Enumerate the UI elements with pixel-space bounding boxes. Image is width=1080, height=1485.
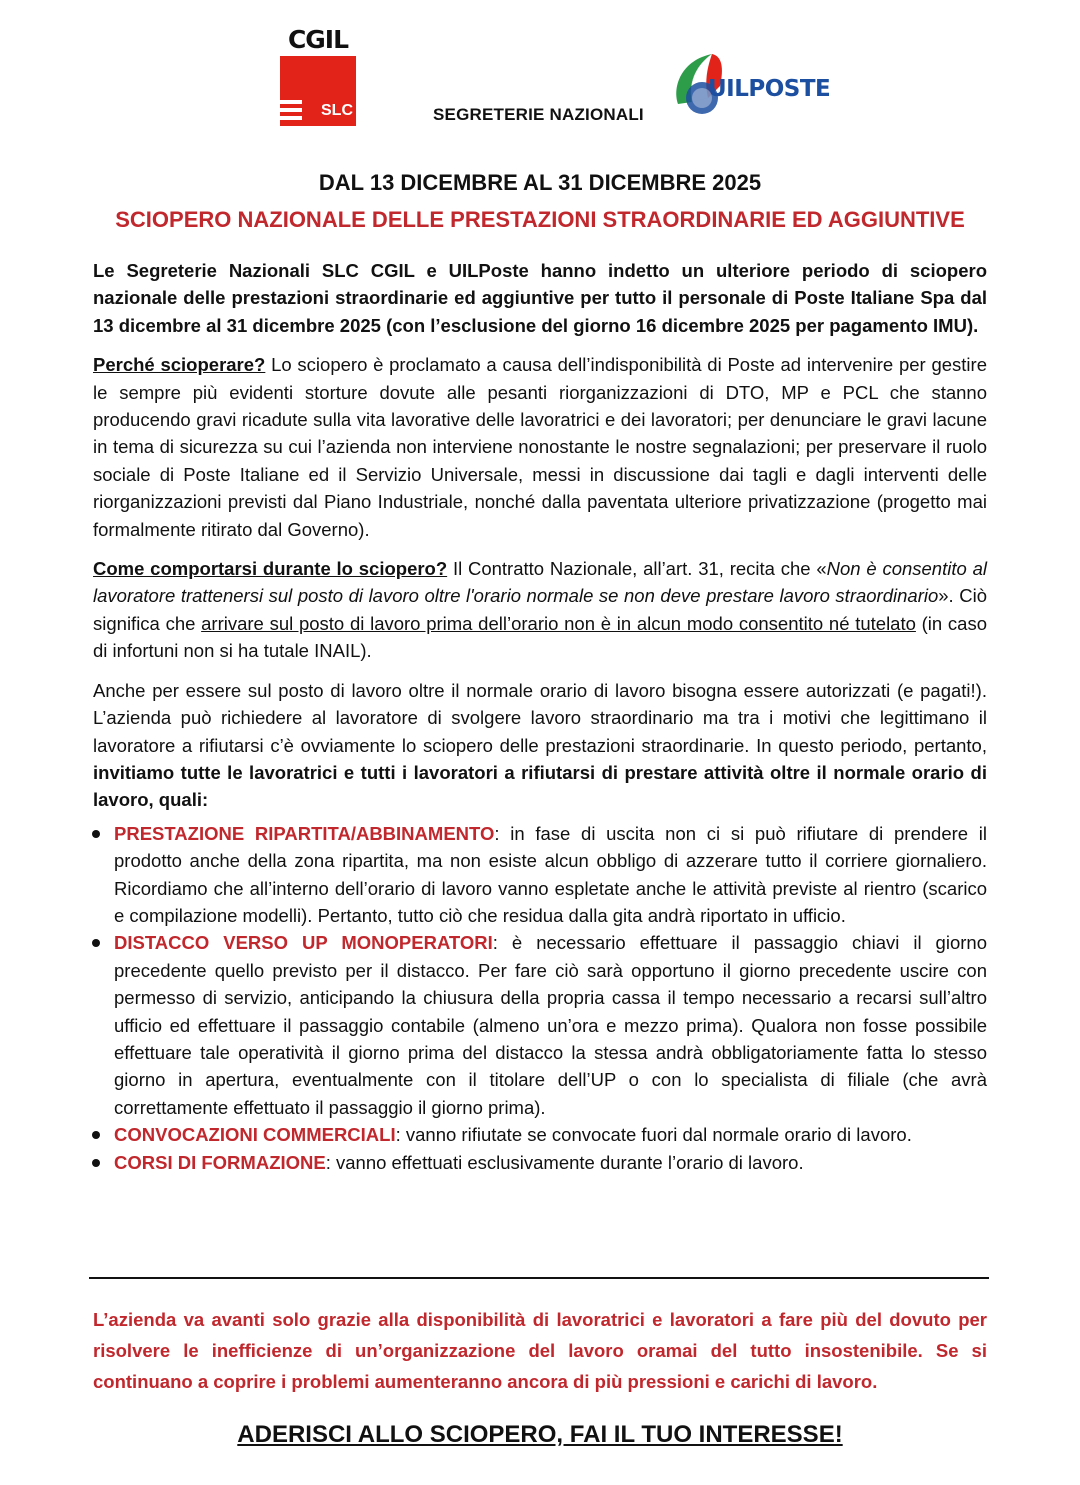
list-item bbox=[93, 820, 987, 930]
how-text-part3: (in caso di infortuni non si ha tutale INAIL). bbox=[93, 612, 988, 662]
not-allowed-underlined: arrivare sul posto di lavoro prima dell’orario non è in alcun modo consentito né tutelato bbox=[201, 612, 916, 634]
overtime-text: Anche per essere sul posto di lavoro oltre il normale orario di lavoro bisogna essere autorizzati (e pagati!). L’azienda può richiedere al lavoratore di svolgere lavoro straordinario ma tra i motivi che legittimano il lavoratore a rifiutarsi c’è ovviamente lo sciopero delle prestazioni straordinarie. In questo periodo, pertanto, bbox=[93, 679, 987, 756]
bullet-text: : è necessario effettuare il passaggio chiavi il giorno precedente quello previsto per il distacco. Per fare ciò sarà opportuno il giorno precedente uscire con permesso di servizio, anticipando la chiusura della propria cassa il tempo necessario a recarsi sull’altro ufficio ed effettuare il passaggio contabile (almeno un’ora e mezzo prima). Qualora non fosse possibile effettuare tale operatività il giorno prima del distacco la stessa andrà obbligatoriamente fatta lo stesso giorno in apertura, eventualmente con il titolare dell’UP o con lo specialista di filiale (che avrà correttamente effettuato il passaggio il giorno prima). bbox=[114, 932, 987, 1118]
strike-subject-heading: SCIOPERO NAZIONALE DELLE PRESTAZIONI STRAORDINARIE ED AGGIUNTIVE bbox=[115, 207, 965, 232]
bullet-label: CONVOCAZIONI COMMERCIALI bbox=[114, 1124, 396, 1146]
bullet-icon bbox=[92, 1131, 100, 1139]
why-strike-heading: Perché scioperare? bbox=[93, 354, 266, 376]
bullet-icon bbox=[92, 939, 100, 947]
bullet-text: : in fase di uscita non ci si può rifiutare di prendere il prodotto anche della zona ripartita, ma non esiste alcun obbligo di azzerare tutto il corriere giornaliero. Ricordiamo che all’interno dell’orario di lavoro vanno espletate anche le attività previste al rientro (scarico e compilazione modelli). Pertanto, tutto ciò che residua dalla gita andrà riportato in ufficio. bbox=[114, 822, 987, 926]
how-to-behave-heading: Come comportarsi durante lo sciopero? bbox=[93, 558, 448, 580]
activities-list bbox=[93, 820, 987, 1176]
bullet-label: CORSI DI FORMAZIONE bbox=[114, 1151, 326, 1173]
slc-logo-text: SLC bbox=[321, 102, 353, 119]
flyer-body bbox=[93, 257, 987, 1176]
cgil-slc-logo bbox=[280, 26, 356, 126]
closing-paragraph: L’azienda va avanti solo grazie alla disponibilità di lavoratrici e lavoratori a fare più del dovuto per risolvere le inefficienze di un’organizzazione del lavoro oramai del tutto insostenibile. Se si continuano a coprire i problemi aumenteranno ancora di più pressioni e carichi di lavoro. bbox=[93, 1309, 987, 1392]
list-item bbox=[93, 1121, 987, 1148]
intro-paragraph: Le Segreterie Nazionali SLC CGIL e UILPoste hanno indetto un ulteriore periodo di sciopero nazionale delle prestazioni straordinarie ed aggiuntive per tutto il personale di Poste Italiane Spa dal 13 dicembre al 31 dicembre 2025 (con l’esclusione del giorno 16 dicembre 2025 per pagamento IMU). bbox=[93, 260, 987, 336]
divider-line bbox=[89, 1277, 989, 1279]
bullet-label: PRESTAZIONE RIPARTITA/ABBINAMENTO bbox=[114, 822, 495, 844]
bullet-icon bbox=[92, 830, 100, 838]
call-to-action: ADERISCI ALLO SCIOPERO, FAI IL TUO INTERESSE! bbox=[237, 1421, 843, 1448]
strike-dates-heading: DAL 13 DICEMBRE AL 31 DICEMBRE 2025 bbox=[318, 170, 762, 195]
list-item bbox=[93, 1149, 987, 1176]
bullet-icon bbox=[92, 1159, 100, 1167]
overtime-paragraph bbox=[93, 677, 987, 814]
contract-quote: Non è consentito al lavoratore trattenersi sul posto di lavoro oltre l'orario normale se non deve prestare lavoro straordinario bbox=[93, 558, 987, 607]
why-strike-paragraph bbox=[93, 351, 987, 543]
bullet-label: DISTACCO VERSO UP MONOPERATORI bbox=[114, 932, 493, 954]
how-to-behave-paragraph bbox=[93, 555, 987, 665]
why-strike-text: Lo sciopero è proclamato a causa dell’indisponibilità di Poste ad intervenire per gestire le sempre più evidenti storture dovute alle pesanti riorganizzazioni di DTO, MP e PCL che stanno producendo gravi ricadute sulla vita lavorative delle lavoratrici e dei lavoratori; per denunciare le gravi lacune in tema di sicurezza su cui l’azienda non interviene nonostante le nostre segnalazioni; per preservare il ruolo sociale di Poste Italiane ed il Servizio Universale, messi in discussione dai tagli e dagli interventi delle riorganizzazioni previsti dal Piano Industriale, nonché dalla paventata ulteriore privatizzazione (progetto mai formalmente ritirato dal Governo). bbox=[93, 354, 987, 540]
list-item bbox=[93, 929, 987, 1121]
how-text-part2: ». Ciò significa che bbox=[93, 585, 988, 634]
uilposte-logo-text: UILPOSTE bbox=[708, 76, 831, 102]
uilposte-logo bbox=[668, 46, 831, 122]
segreterie-nazionali-label: SEGRETERIE NAZIONALI bbox=[433, 105, 644, 124]
invitation-bold-text: invitiamo tutte le lavoratrici e tutti i lavoratori a rifiutarsi di prestare attività oltre il normale orario di lavoro, quali: bbox=[93, 761, 987, 811]
how-text-part1: Il Contratto Nazionale, all’art. 31, recita che « bbox=[447, 558, 827, 580]
bullet-text: : vanno effettuati esclusivamente durante l’orario di lavoro. bbox=[325, 1151, 804, 1173]
bullet-text: : vanno rifiutate se convocate fuori dal normale orario di lavoro. bbox=[395, 1124, 912, 1146]
cgil-logo-red-block bbox=[280, 56, 356, 126]
cgil-logo-text: CGIL bbox=[287, 25, 349, 54]
